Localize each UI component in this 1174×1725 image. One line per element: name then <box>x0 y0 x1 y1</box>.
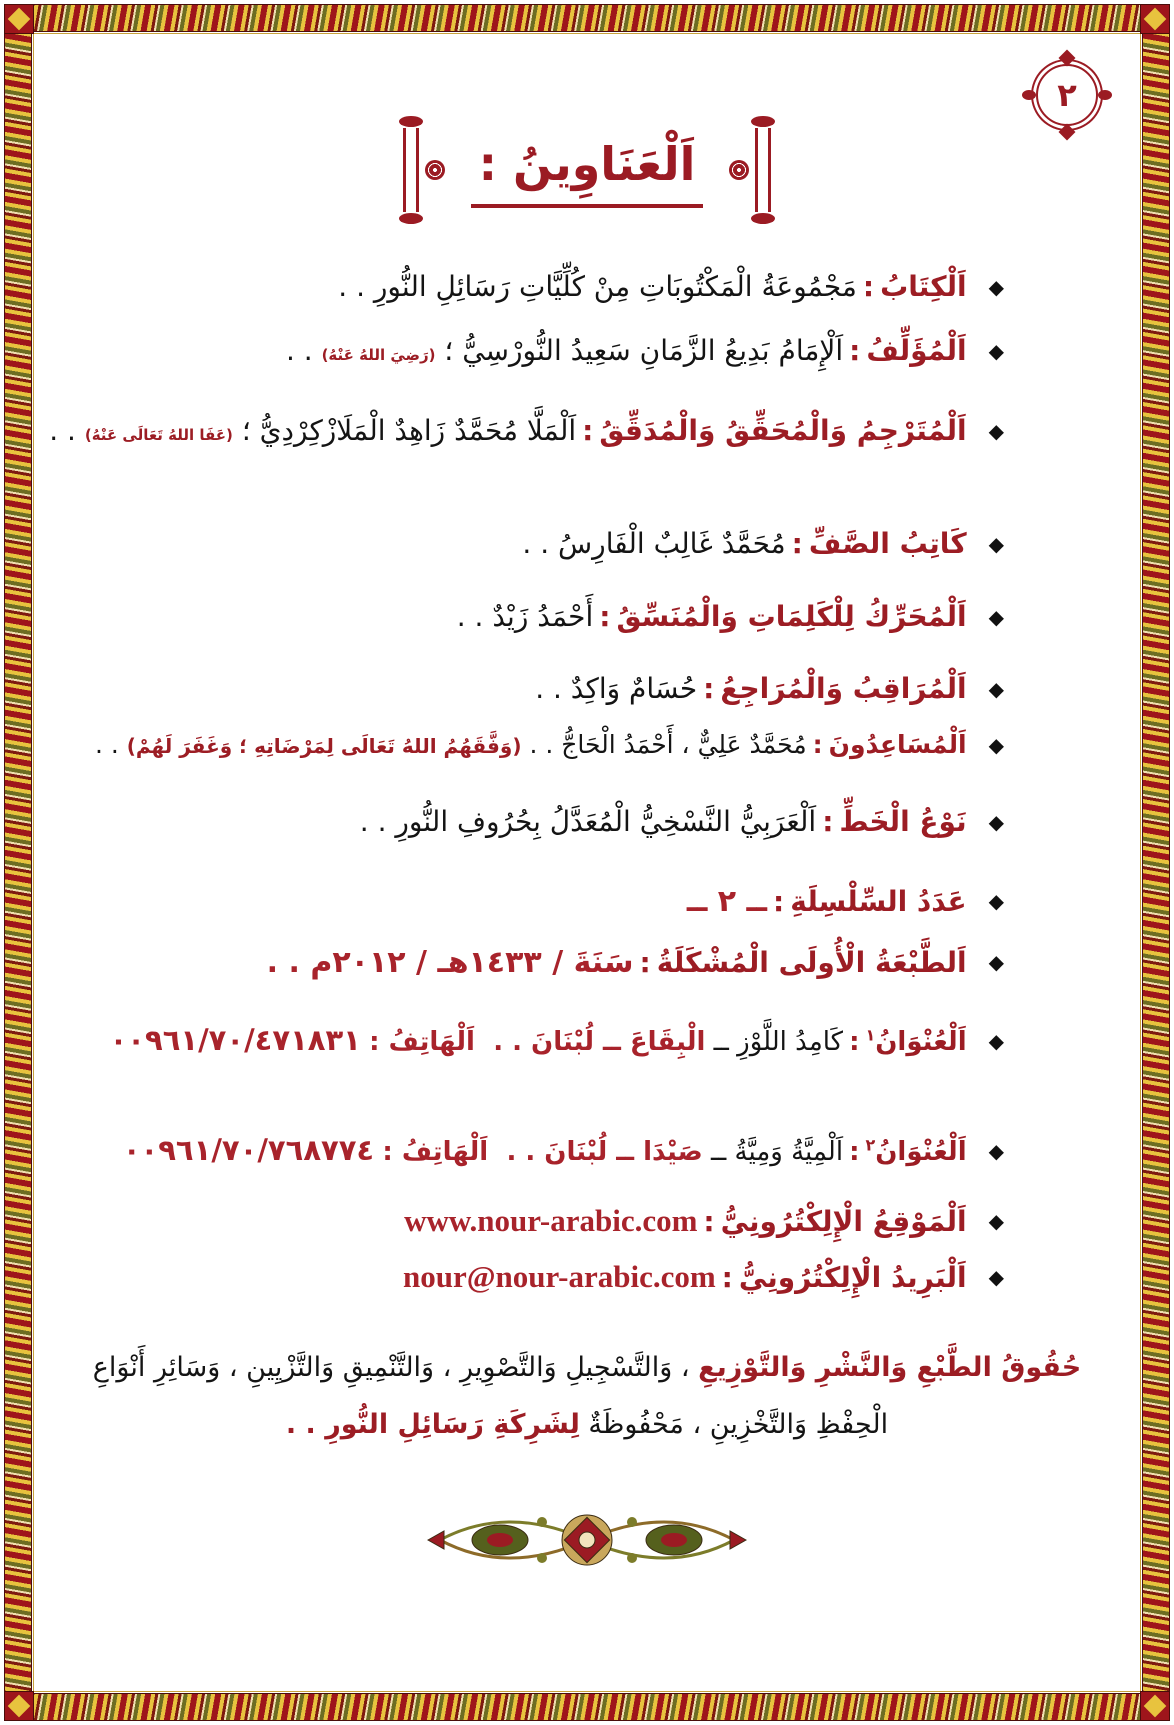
diamond-bullet-icon: ◆ <box>988 275 1004 299</box>
badge-flourish-right-icon <box>1098 90 1112 100</box>
address-index: ١ <box>865 1025 876 1045</box>
email-address[interactable]: nour@nour-arabic.com <box>402 1258 716 1294</box>
list-item-vowelizer: ◆ اَلْمُحَرِّكُ لِلْكَلِمَاتِ وَالْمُنَسِّقُ:أَحْمَدُ زَيْدٌ . . <box>456 600 1004 633</box>
diamond-bullet-icon: ◆ <box>988 605 1004 629</box>
diamond-bullet-icon: ◆ <box>988 1029 1004 1053</box>
phone-label: اَلْهَاتِفُ : <box>369 1027 475 1058</box>
list-item-book: ◆ اَلْكِتَابُ:مَجْمُوعَةُ الْمَكْتُوبَاتِ مِنْ كُلِّيَّاتِ رَسَائِلِ النُّورِ . . <box>338 270 1004 303</box>
list-item-typist: ◆ كَاتِبُ الصَّفِّ:مُحَمَّدٌ غَالِبٌ الْفَارِسُ . . <box>522 527 1004 560</box>
list-item-reviewer: ◆ اَلْمُرَاقِبُ وَالْمُرَاجِعُ:حُسَامٌ وَاكِدٌ . . <box>535 672 1004 705</box>
diamond-bullet-icon: ◆ <box>988 889 1004 913</box>
copyright-notice: حُقُوقُ الطَّبْعِ وَالنَّشْرِ وَالتَّوْزِيعِ ، وَالتَّسْجِيلِ وَالتَّصْوِيرِ ، وَالتَّنْمِيقِ وَالتَّزْيِينِ ، وَسَائِرِ أَنْوَاعِ الْحِفْظِ وَالتَّخْزِينِ ، مَحْفُوظَةٌ لِشَرِكَةِ رَسَائِلِ النُّورِ . . <box>92 1352 1082 1440</box>
diamond-bullet-icon: ◆ <box>988 1139 1004 1163</box>
list-item-translator: ◆ اَلْمُتَرْجِمُ وَالْمُحَقِّقُ وَالْمُدَقِّقُ:اَلْمَلَّا مُحَمَّدٌ زَاهِدٌ الْمَلَازْكِرْدِيُّ ؛ (عَفَا اللهُ تَعَالَى عَنْهُ) . . <box>49 414 1004 447</box>
diamond-bullet-icon: ◆ <box>988 419 1004 443</box>
diamond-bullet-icon: ◆ <box>988 1209 1004 1233</box>
diamond-bullet-icon: ◆ <box>988 950 1004 974</box>
diamond-bullet-icon: ◆ <box>988 339 1004 363</box>
diamond-bullet-icon: ◆ <box>988 532 1004 556</box>
footer-ornament-icon <box>422 1492 752 1592</box>
diamond-bullet-icon: ◆ <box>988 810 1004 834</box>
badge-flourish-left-icon <box>1022 90 1036 100</box>
border-corner-top-left <box>4 4 34 34</box>
phone-label: اَلْهَاتِفُ : <box>382 1137 489 1168</box>
list-item-edition: ◆ اَلطَّبْعَةُ الْأُولَى الْمُشْكَلَةُ:سَنَةَ / ١٤٣٣هـ / ٢٠١٢م . . <box>266 944 1004 980</box>
title-bracket-left-icon <box>403 128 445 212</box>
phone-number: ٠٠٩٦١/٧٠/٧٦٨٧٧٤ <box>122 1133 375 1168</box>
diamond-bullet-icon: ◆ <box>988 733 1004 757</box>
list-item-font-type: ◆ نَوْعُ الْخَطِّ:اَلْعَرَبِيُّ النَّسْخِيُّ الْمُعَدَّلُ بِحُرُوفِ النُّورِ . . <box>359 805 1004 838</box>
dua-parenthetical: (وَفَّقَهُمُ اللهُ تَعَالَى لِمَرْضَاتِهِ ؛ وَغَفَرَ لَهُمْ) <box>126 734 522 759</box>
list-item-address-1: ◆ اَلْعُنْوَانُ$^١$:كَامِدُ اللَّوْزِ ــ الْبِقَاعَ ــ لُبْنَانَ . . اَلْهَاتِفُ : ٠٠٩٦١/٧٠/٤٧١٨٣١ <box>109 1023 1004 1058</box>
diamond-bullet-icon: ◆ <box>988 677 1004 701</box>
border-band-bottom <box>4 1693 1170 1721</box>
honorific-seal: (رَضِيَ اللهُ عَنْهُ) <box>321 346 436 364</box>
border-corner-top-right <box>1140 4 1170 34</box>
border-band-right <box>1142 4 1170 1721</box>
title-block <box>0 128 1174 212</box>
border-band-top <box>4 4 1170 32</box>
website-url[interactable]: www.nour-arabic.com <box>404 1202 698 1238</box>
border-corner-bottom-right <box>1140 1691 1170 1721</box>
list-item-author: ◆ اَلْمُؤَلِّفُ:اَلْإِمَامُ بَدِيعُ الزَّمَانِ سَعِيدُ النُّورْسِيُّ ؛ (رَضِيَ اللهُ عَنْهُ) . . <box>285 334 1004 367</box>
list-item-email: ◆ اَلْبَرِيدُ الْإِلِكْتُرُونِيُّ:nour@nour-arabic.com <box>402 1258 1004 1294</box>
address-index: ٢ <box>865 1135 876 1155</box>
list-item-website: ◆ اَلْمَوْقِعُ الْإِلِكْتُرُونِيُّ:www.nour-arabic.com <box>404 1202 1004 1238</box>
list-item-address-2: ◆ اَلْعُنْوَانُ$^٢$:اَلْمِيَّةُ وَمِيَّةُ ــ صَيْدَا ــ لُبْنَانَ . . اَلْهَاتِفُ : ٠٠٩٦١/٧٠/٧٦٨٧٧٤ <box>122 1133 1004 1168</box>
list-item-assistants: ◆ اَلْمُسَاعِدُونَ:مُحَمَّدٌ عَلِيٌّ ، أَحْمَدُ الْحَاجُّ . . (وَفَّقَهُمُ اللهُ تَعَالَى لِمَرْضَاتِهِ ؛ وَغَفَرَ لَهُمْ) . . <box>94 730 1004 760</box>
honorific-seal: (عَفَا اللهُ تَعَالَى عَنْهُ) <box>84 426 233 444</box>
diamond-bullet-icon: ◆ <box>988 1265 1004 1289</box>
page-number: ٢ <box>1057 76 1077 114</box>
list-item-series-number: ◆ عَدَدُ السِّلْسِلَةِ:ــ ٢ ــ <box>686 883 1004 919</box>
border-corner-bottom-left <box>4 1691 34 1721</box>
title-bracket-right-icon <box>729 128 771 212</box>
page-number-badge <box>1036 64 1098 126</box>
page-title: اَلْعَنَاوِينُ : <box>471 132 704 208</box>
phone-number: ٠٠٩٦١/٧٠/٤٧١٨٣١ <box>109 1023 361 1058</box>
border-band-left <box>4 4 32 1721</box>
